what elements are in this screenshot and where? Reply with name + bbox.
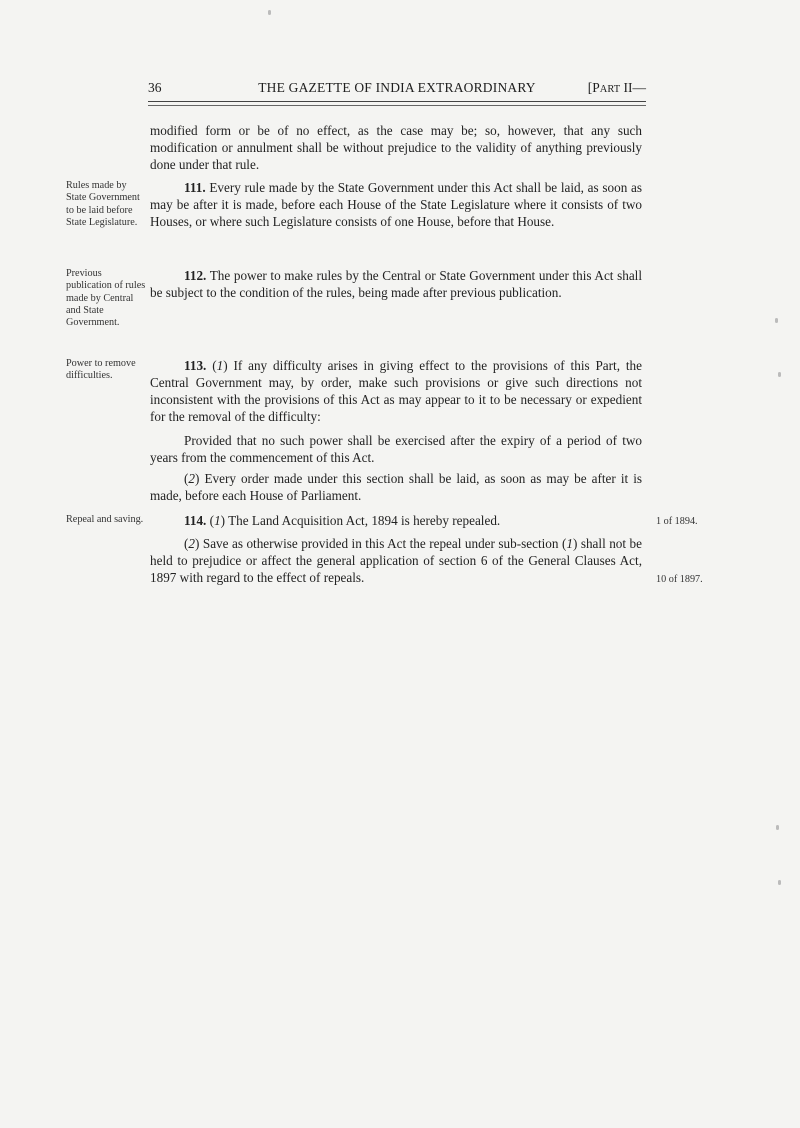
page-header xyxy=(148,80,646,100)
scan-speck xyxy=(775,318,778,323)
section-114-sub2-paragraph xyxy=(150,535,642,586)
section-111-text: Every rule made by the State Government under this Act shall be laid, as soon as may be after it is made, before each House of the State Legislature where it consists of two Houses, or where such Legislature consists of one House, before that House. xyxy=(150,180,642,229)
section-114-sub2 xyxy=(150,535,642,586)
continuation-paragraph xyxy=(150,122,642,173)
section-114-number: 114. xyxy=(184,513,207,528)
section-114-sub2-pre: ) Save as otherwise provided in this Act the repeal under sub-section ( xyxy=(195,536,567,551)
section-113-sub1-open: ( xyxy=(206,358,217,373)
section-112-text: The power to make rules by the Central or State Government under this Act shall be subject to the condition of the rules, being made after previous publication. xyxy=(150,268,642,300)
section-113-sub2-open: ( xyxy=(184,471,189,486)
section-113-sub2-text: Every order made under this section shall be laid, as soon as may be after it is made, before each House of Parliament. xyxy=(150,471,642,503)
section-113-number: 113. xyxy=(184,358,207,373)
scan-speck xyxy=(776,825,779,830)
section-114-sub1-close: ) xyxy=(220,513,229,528)
part-close: II— xyxy=(620,80,646,95)
section-113-sub2-close: ) xyxy=(195,471,205,486)
section-112 xyxy=(150,267,642,301)
scan-speck xyxy=(778,880,781,885)
right-note-act-1894: 1 of 1894. xyxy=(656,516,698,527)
right-note-act-1897: 10 of 1897. xyxy=(656,574,703,585)
gazette-title: THE GAZETTE OF INDIA EXTRAORDINARY xyxy=(258,80,536,95)
header-rule-thick xyxy=(148,101,646,102)
section-111 xyxy=(150,179,642,230)
header-rule-thin xyxy=(148,105,646,106)
section-111-paragraph xyxy=(150,179,642,230)
section-111-number: 111. xyxy=(184,180,206,195)
section-113-sub2-paragraph xyxy=(150,470,642,504)
section-114-sub2-open: ( xyxy=(184,536,189,551)
section-113-sub2 xyxy=(150,470,642,504)
section-113-sub1-num: 1 xyxy=(216,358,224,373)
part-label xyxy=(588,80,646,96)
margin-note-114: Repeal and saving. xyxy=(66,514,144,525)
section-112-number: 112. xyxy=(184,268,207,283)
page-number: 36 xyxy=(148,80,162,95)
section-114 xyxy=(150,512,642,529)
margin-note-112: Previous publication of rules made by Central and State Government. xyxy=(66,268,146,329)
section-113-proviso-text: Provided that no such power shall be exercised after the expiry of a period of two years from the commencement of this Act. xyxy=(150,433,642,465)
scan-speck xyxy=(778,372,781,377)
section-113-paragraph xyxy=(150,357,642,425)
section-112-paragraph xyxy=(150,267,642,301)
margin-note-113: Power to remove difficulties. xyxy=(66,358,136,382)
part-open: [P xyxy=(587,80,600,95)
section-113-text: If any difficulty arises in giving effect to the provisions of this Part, the Central Government may, by order, make such provisions or give such directions not inconsistent with the provisions of this Act as may appear to it to be necessary or expedient for the removal of the difficulty: xyxy=(150,358,642,424)
section-114-sub2-post: ) shall not be held to prejudice or affect the general application of section 6 of the General Clauses Act, 1897 with regard to the effect of repeals. xyxy=(150,536,642,585)
section-114-sub1-num: 1 xyxy=(214,513,221,528)
section-113-sub2-num: 2 xyxy=(188,471,195,486)
section-114-text: The Land Acquisition Act, 1894 is hereby repealed. xyxy=(228,513,501,528)
section-114-sub2-ref: 1 xyxy=(566,536,573,551)
section-113 xyxy=(150,357,642,425)
continuation-text: modified form or be of no effect, as the case may be; so, however, that any such modification or annulment shall be without prejudice to the validity of anything previously done under that rule. xyxy=(150,123,642,172)
part-small: ART xyxy=(599,84,621,95)
margin-note-111: Rules made by State Government to be laid before State Legislature. xyxy=(66,180,140,228)
section-114-sub1-open: ( xyxy=(206,513,215,528)
section-114-sub2-num: 2 xyxy=(188,536,195,551)
section-113-proviso xyxy=(150,432,642,466)
section-113-sub1-close: ) xyxy=(223,358,234,373)
section-114-paragraph xyxy=(150,512,642,529)
scan-speck xyxy=(268,10,271,15)
